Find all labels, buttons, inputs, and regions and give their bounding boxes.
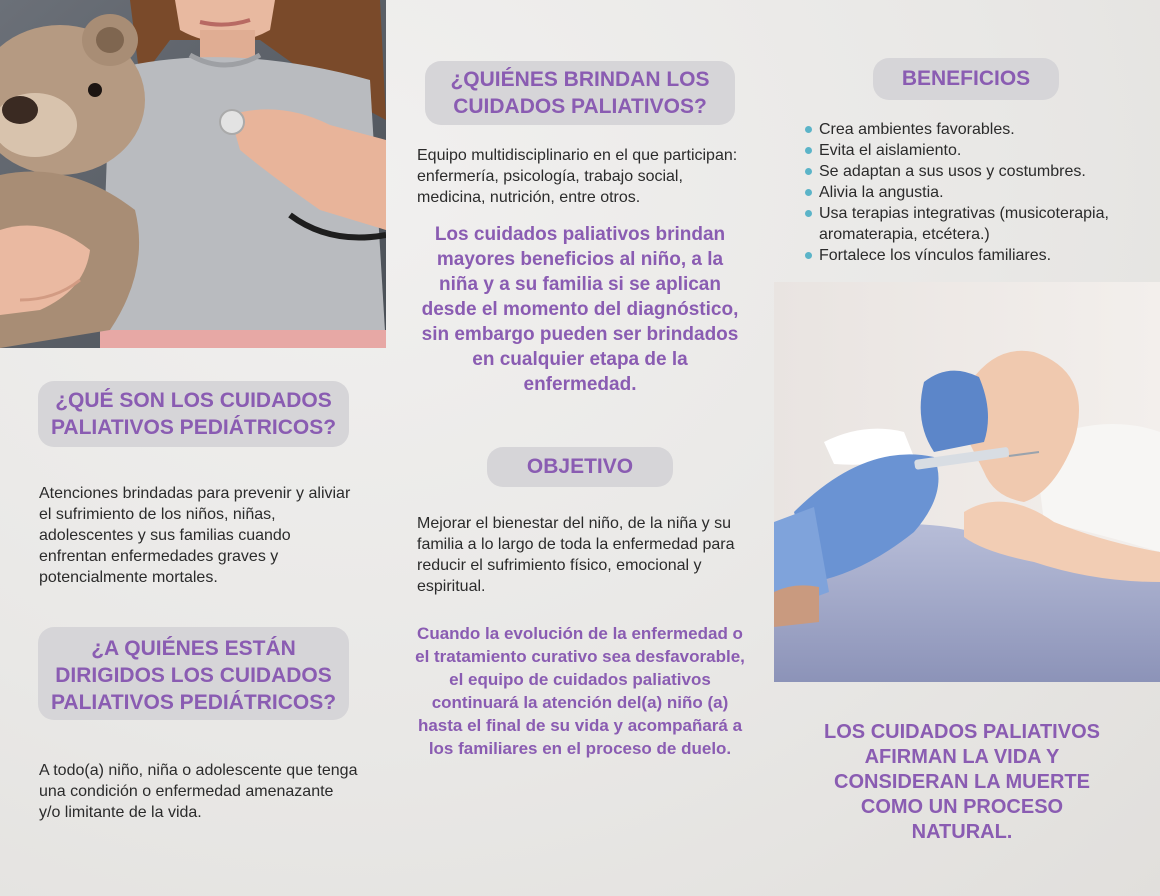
what-are-heading (38, 381, 349, 447)
who-gives-heading (425, 61, 735, 125)
who-for-text: A todo(a) niño, niña o adolescente que tenga una condición o enfermedad amenazante y/o limitante de la vida. (39, 762, 358, 821)
bullet-dot-icon (805, 252, 812, 259)
bullet-dot-icon (805, 189, 812, 196)
benefit-item: Crea ambientes favorables. (803, 119, 1143, 140)
who-for-heading (38, 627, 349, 720)
highlight-end-of-life: Cuando la evolución de la enfermedad o el tratamiento curativo sea desfavorable, el equipo de cuidados paliativos continuará la atención del(a) niño (a) hasta el final de su vida y acompañará a los familiares en el proceso de duelo. (415, 624, 745, 758)
child-with-teddy-bear-photo (0, 0, 386, 348)
baby-injection-photo (774, 282, 1160, 682)
bullet-dot-icon (805, 210, 812, 217)
benefit-item: Usa terapias integrativas (musicoterapia, aromaterapia, etcétera.) (803, 203, 1143, 245)
who-gives-heading-text: ¿QUIÉNES BRINDAN LOS CUIDADOS PALIATIVOS? (450, 68, 710, 118)
benefit-item: Evita el aislamiento. (803, 140, 1143, 161)
benefit-item: Se adaptan a sus usos y costumbres. (803, 161, 1143, 182)
what-are-heading-text: ¿QUÉ SON LOS CUIDADOS PALIATIVOS PEDIÁTRICOS? (50, 389, 337, 439)
bullet-dot-icon (805, 126, 812, 133)
who-gives-text: Equipo multidisciplinario en el que participan: enfermería, psicología, trabajo social, medicina, nutrición, entre otros. (417, 147, 738, 206)
objective-text: Mejorar el bienestar del niño, de la niña y su familia a lo largo de toda la enfermedad para reducir el sufrimiento físico, emocional y espiritual. (417, 515, 735, 595)
objective-heading (487, 447, 673, 487)
objective-heading-text: OBJETIVO (526, 455, 634, 478)
who-for-heading-text: ¿A QUIÉNES ESTÁN DIRIGIDOS LOS CUIDADOS PALIATIVOS PEDIÁTRICOS? (50, 637, 337, 714)
benefits-list (803, 119, 1143, 266)
benefit-item: Alivia la angustia. (803, 182, 1143, 203)
bullet-dot-icon (805, 168, 812, 175)
benefit-item: Fortalece los vínculos familiares. (803, 245, 1143, 266)
bullet-dot-icon (805, 147, 812, 154)
benefits-heading-text: BENEFICIOS (901, 67, 1031, 90)
benefits-heading (873, 58, 1059, 100)
closing-statement: LOS CUIDADOS PALIATIVOS AFIRMAN LA VIDA Y CONSIDERAN LA MUERTE COMO UN PROCESO NATURAL. (824, 721, 1100, 843)
highlight-diagnosis: Los cuidados paliativos brindan mayores beneficios al niño, a la niña y a su familia si se aplican desde el momento del diagnóstico, sin embargo pueden ser brindados en cualquier etapa de la enfermedad. (421, 224, 739, 395)
what-are-text: Atenciones brindadas para prevenir y aliviar el sufrimiento de los niños, niñas, adolescentes y sus familias cuando enfrentan enfermedades graves y potencialmente mortales. (39, 485, 351, 586)
